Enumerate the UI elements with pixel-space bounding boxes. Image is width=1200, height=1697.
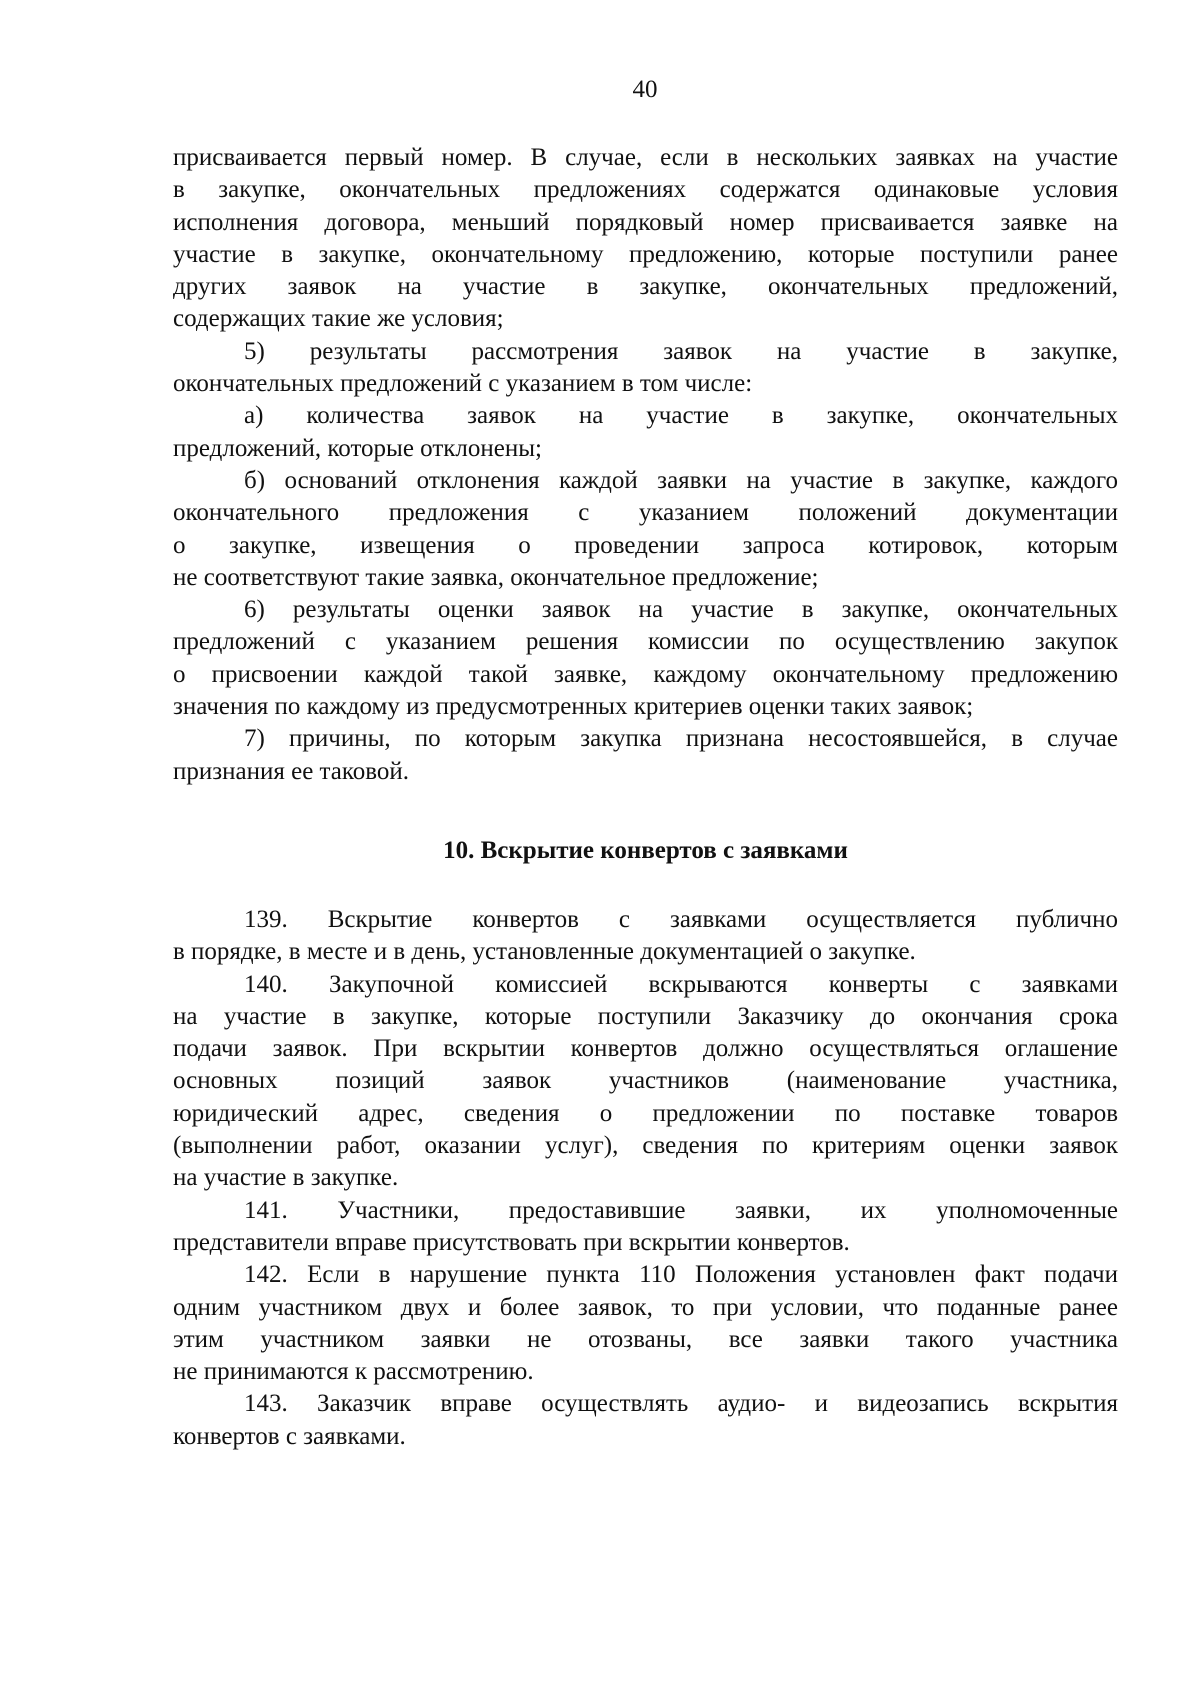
clause-141 [173,1195,1118,1260]
text-line: исполнения договора, меньший порядковый номер присваивается заявке на [173,208,1118,236]
text-line: б) оснований отклонения каждой заявки на участие в закупке, каждого [244,466,1118,494]
text-line: представители вправе присутствовать при вскрытии конвертов. [173,1228,850,1256]
text-line: участие в закупке, окончательному предложению, которые поступили ранее [173,240,1118,268]
text-line: 7) причины, по которым закупка признана несостоявшейся, в случае [244,725,1118,753]
text-line: присваивается первый номер. В случае, если в нескольких заявках на участие [173,144,1118,171]
text-line: не принимаются к рассмотрению. [173,1358,534,1386]
text-line: предложений, которые отклонены; [173,434,542,462]
page-number: 40 [632,76,658,103]
text-line: этим участником заявки не отозваны, все заявки такого участника [173,1325,1118,1353]
text-line: 140. Закупочной комиссией вскрываются конверты с заявками [244,970,1118,998]
text-line: окончательных предложений с указанием в том числе: [173,370,753,398]
list-subitem-a [173,400,1118,465]
text-line: на участие в закупке, которые поступили Заказчику до окончания срока [173,1002,1118,1030]
list-item-7 [173,723,1118,788]
text-line: 142. Если в нарушение пункта 110 Положения установлен факт подачи [244,1261,1118,1289]
text-line: других заявок на участие в закупке, окончательных предложений, [173,273,1118,301]
text-line: о закупке, извещения о проведении запроса котировок, которым [173,531,1118,559]
section-heading: 10. Вскрытие конвертов с заявками [443,836,848,864]
text-line: 139. Вскрытие конвертов с заявками осуществляется публично [244,905,1118,933]
text-line: юридический адрес, сведения о предложении по поставке товаров [173,1099,1118,1127]
text-line: 141. Участники, предоставившие заявки, их уполномоченные [244,1196,1118,1224]
text-line: окончательного предложения с указанием положений документации [173,499,1118,527]
text-line: 6) результаты оценки заявок на участие в закупке, окончательных [244,596,1118,624]
paragraph-continuation [173,142,1118,336]
text-line: на участие в закупке. [173,1164,399,1192]
text-line: о присвоении каждой такой заявке, каждому окончательному предложению [173,660,1118,688]
list-item-6 [173,594,1118,723]
clause-139 [173,904,1118,969]
text-line: не соответствуют такие заявка, окончательное предложение; [173,563,819,591]
text-line: основных позиций заявок участников (наименование участника, [173,1067,1118,1095]
list-subitem-b [173,465,1118,594]
list-item-5 [173,336,1118,401]
text-line: 143. Заказчик вправе осуществлять аудио- и видеозапись вскрытия [244,1390,1118,1418]
text-line: предложений с указанием решения комиссии по осуществлению закупок [173,628,1118,656]
text-line: конвертов с заявками. [173,1422,406,1450]
text-line: признания ее таковой. [173,757,410,785]
text-line: в закупке, окончательных предложениях содержатся одинаковые условия [173,176,1118,204]
text-line: в порядке, в месте и в день, установленные документацией о закупке. [173,938,916,966]
text-line: одним участником двух и более заявок, то при условии, что поданные ранее [173,1293,1118,1321]
document-body [173,142,1118,1453]
text-line: 5) результаты рассмотрения заявок на участие в закупке, [244,337,1118,365]
text-line: содержащих такие же условия; [173,305,504,333]
text-line: подачи заявок. При вскрытии конвертов должно осуществляться оглашение [173,1035,1118,1063]
clause-143 [173,1388,1118,1453]
clause-140 [173,969,1118,1195]
text-line: (выполнении работ, оказании услуг), сведения по критериям оценки заявок [173,1132,1118,1160]
text-line: а) количества заявок на участие в закупке, окончательных [244,402,1118,430]
clause-142 [173,1259,1118,1388]
text-line: значения по каждому из предусмотренных критериев оценки таких заявок; [173,693,974,721]
